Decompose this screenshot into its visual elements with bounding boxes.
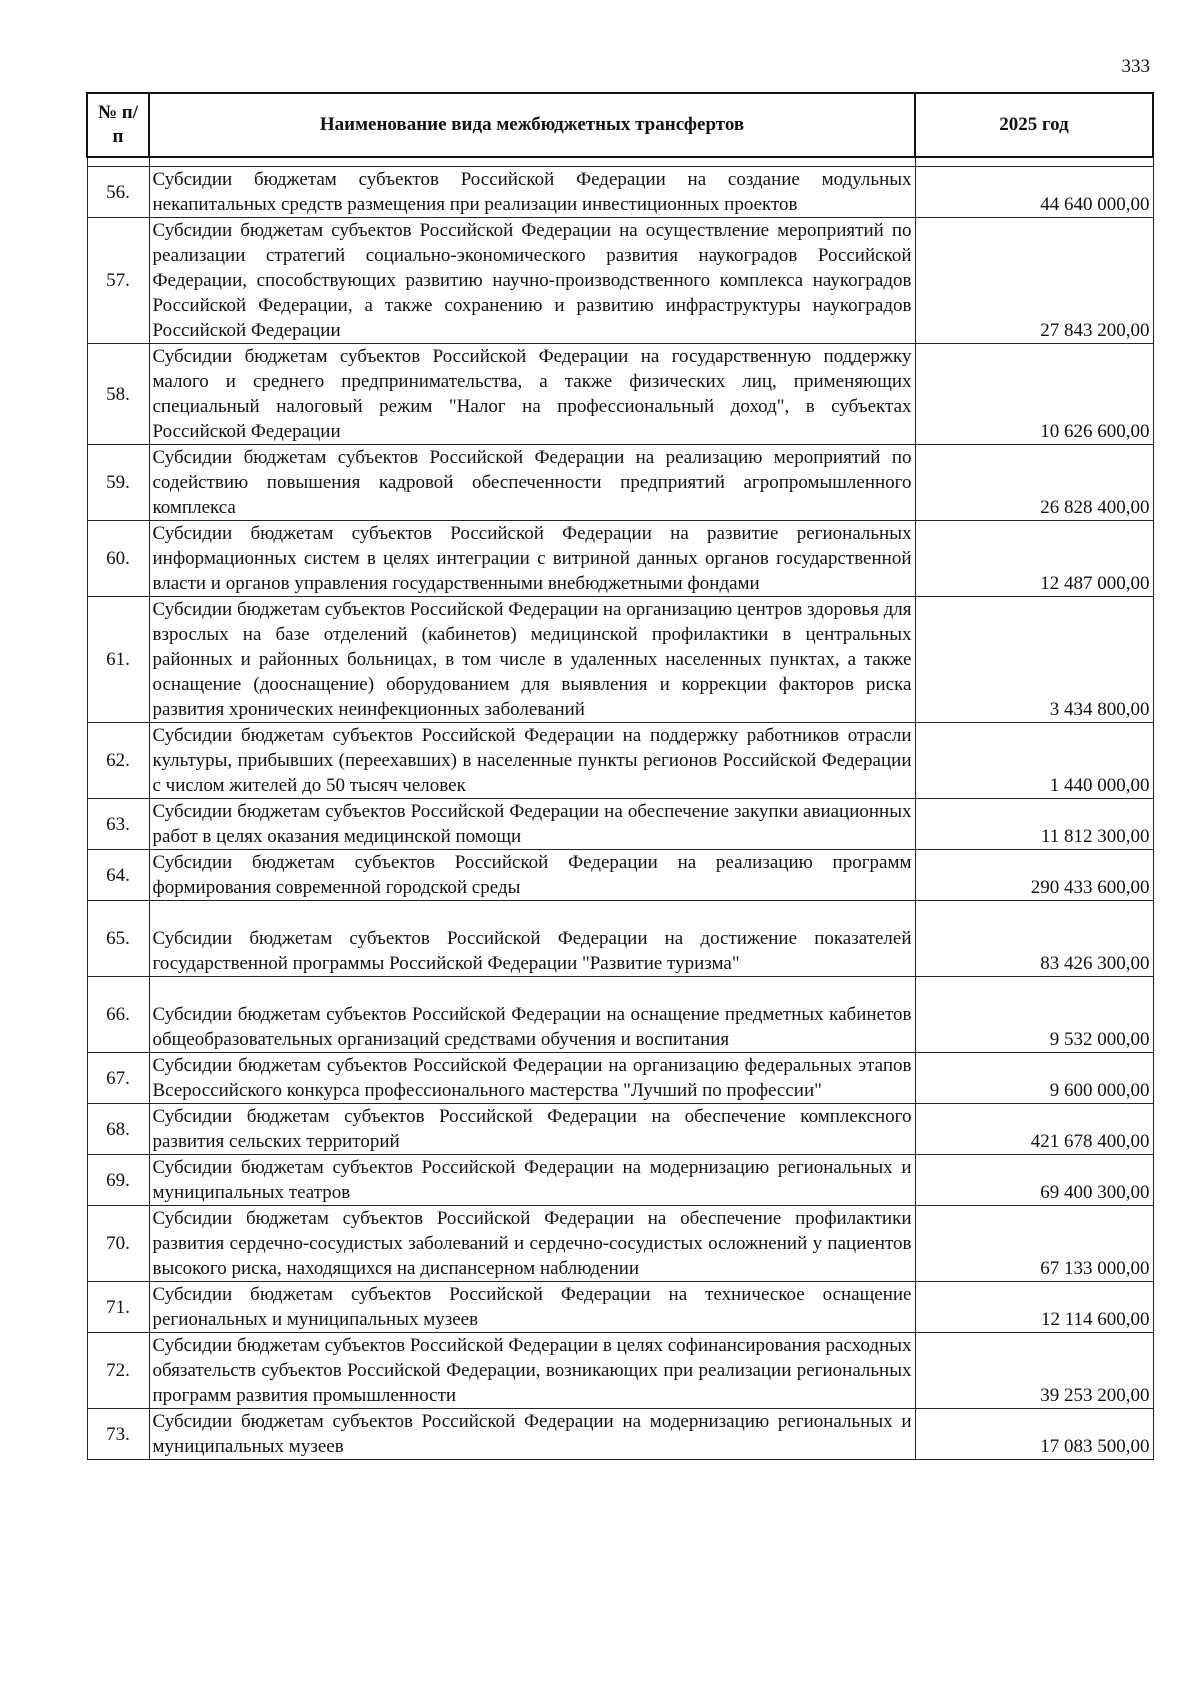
row-amount: 39 253 200,00 — [915, 1333, 1153, 1409]
table-header-row — [87, 93, 1153, 157]
row-amount: 69 400 300,00 — [915, 1155, 1153, 1206]
row-amount: 12 114 600,00 — [915, 1282, 1153, 1333]
table-row — [87, 521, 1153, 597]
row-name: Субсидии бюджетам субъектов Российской Федерации в целях софинансирования расходных обязательств субъектов Российской Федерации, возникающих при реализации региональных программ развития промышленности — [149, 1333, 915, 1409]
row-number: 65. — [87, 901, 149, 977]
row-amount: 26 828 400,00 — [915, 445, 1153, 521]
row-number: 63. — [87, 799, 149, 850]
row-amount: 421 678 400,00 — [915, 1104, 1153, 1155]
header-name: Наименование вида межбюджетных трансфертов — [149, 93, 915, 157]
row-number: 58. — [87, 344, 149, 445]
row-name: Субсидии бюджетам субъектов Российской Федерации на развитие региональных информационных систем в целях интеграции с витриной данных органов государственной власти и органов управления государственными внебюджетными фондами — [149, 521, 915, 597]
table-row — [87, 445, 1153, 521]
table-row — [87, 723, 1153, 799]
row-name: Субсидии бюджетам субъектов Российской Федерации на осуществление мероприятий по реализации стратегий социально-экономического развития наукоградов Российской Федерации, способствующих развитию научно-производственного комплекса наукоградов Российской Федерации, а также сохранению и развитию инфраструктуры наукоградов Российской Федерации — [149, 218, 915, 344]
row-name: Субсидии бюджетам субъектов Российской Федерации на организацию центров здоровья для взрослых на базе отделений (кабинетов) медицинской профилактики в центральных районных и районных больницах, в том числе в удаленных населенных пунктах, а также оснащение (дооснащение) оборудованием для выявления и коррекции факторов риска развития хронических неинфекционных заболеваний — [149, 597, 915, 723]
row-name: Субсидии бюджетам субъектов Российской Федерации на оснащение предметных кабинетов общеобразовательных организаций средствами обучения и воспитания — [149, 977, 915, 1053]
table-row — [87, 1104, 1153, 1155]
table-row — [87, 1409, 1153, 1460]
row-amount: 3 434 800,00 — [915, 597, 1153, 723]
table-row — [87, 1333, 1153, 1409]
header-gap — [87, 157, 1153, 167]
row-name: Субсидии бюджетам субъектов Российской Федерации на модернизацию региональных и муниципальных музеев — [149, 1409, 915, 1460]
table-row — [87, 597, 1153, 723]
row-amount: 290 433 600,00 — [915, 850, 1153, 901]
row-amount: 44 640 000,00 — [915, 167, 1153, 218]
row-name: Субсидии бюджетам субъектов Российской Федерации на реализацию мероприятий по содействию повышения кадровой обеспеченности предприятий агропромышленного комплекса — [149, 445, 915, 521]
row-number: 67. — [87, 1053, 149, 1104]
row-amount: 67 133 000,00 — [915, 1206, 1153, 1282]
table-row — [87, 167, 1153, 218]
row-amount: 12 487 000,00 — [915, 521, 1153, 597]
row-number: 60. — [87, 521, 149, 597]
row-number: 71. — [87, 1282, 149, 1333]
row-amount: 27 843 200,00 — [915, 218, 1153, 344]
table-row — [87, 1053, 1153, 1104]
row-name: Субсидии бюджетам субъектов Российской Федерации на государственную поддержку малого и среднего предпринимательства, а также физических лиц, применяющих специальный налоговый режим "Налог на профессиональный доход", в субъектах Российской Федерации — [149, 344, 915, 445]
table-row — [87, 901, 1153, 977]
row-number: 56. — [87, 167, 149, 218]
row-number: 62. — [87, 723, 149, 799]
row-amount: 9 532 000,00 — [915, 977, 1153, 1053]
row-name: Субсидии бюджетам субъектов Российской Федерации на реализацию программ формирования современной городской среды — [149, 850, 915, 901]
row-name: Субсидии бюджетам субъектов Российской Федерации на техническое оснащение региональных и муниципальных музеев — [149, 1282, 915, 1333]
row-number: 70. — [87, 1206, 149, 1282]
table-row — [87, 1155, 1153, 1206]
row-number: 59. — [87, 445, 149, 521]
row-number: 73. — [87, 1409, 149, 1460]
row-name: Субсидии бюджетам субъектов Российской Федерации на обеспечение профилактики развития сердечно-сосудистых заболеваний и сердечно-сосудистых осложнений у пациентов высокого риска, находящихся на диспансерном наблюдении — [149, 1206, 915, 1282]
header-amount: 2025 год — [915, 93, 1153, 157]
row-number: 68. — [87, 1104, 149, 1155]
table-row — [87, 344, 1153, 445]
row-name: Субсидии бюджетам субъектов Российской Федерации на достижение показателей государственной программы Российской Федерации "Развитие туризма" — [149, 901, 915, 977]
row-amount: 10 626 600,00 — [915, 344, 1153, 445]
table-row — [87, 977, 1153, 1053]
row-amount: 17 083 500,00 — [915, 1409, 1153, 1460]
row-number: 66. — [87, 977, 149, 1053]
row-amount: 83 426 300,00 — [915, 901, 1153, 977]
header-number: № п/п — [87, 93, 149, 157]
page-number: 333 — [1121, 56, 1150, 77]
row-name: Субсидии бюджетам субъектов Российской Федерации на создание модульных некапитальных средств размещения при реализации инвестиционных проектов — [149, 167, 915, 218]
row-name: Субсидии бюджетам субъектов Российской Федерации на обеспечение закупки авиационных работ в целях оказания медицинской помощи — [149, 799, 915, 850]
table-row — [87, 799, 1153, 850]
table-row — [87, 1282, 1153, 1333]
row-name: Субсидии бюджетам субъектов Российской Федерации на обеспечение комплексного развития сельских территорий — [149, 1104, 915, 1155]
row-number: 61. — [87, 597, 149, 723]
row-amount: 1 440 000,00 — [915, 723, 1153, 799]
row-number: 72. — [87, 1333, 149, 1409]
row-number: 69. — [87, 1155, 149, 1206]
row-amount: 9 600 000,00 — [915, 1053, 1153, 1104]
transfers-table — [86, 92, 1154, 1460]
row-amount: 11 812 300,00 — [915, 799, 1153, 850]
table-row — [87, 1206, 1153, 1282]
row-number: 64. — [87, 850, 149, 901]
row-name: Субсидии бюджетам субъектов Российской Федерации на организацию федеральных этапов Всероссийского конкурса профессионального мастерства "Лучший по профессии" — [149, 1053, 915, 1104]
table-row — [87, 218, 1153, 344]
row-name: Субсидии бюджетам субъектов Российской Федерации на поддержку работников отрасли культуры, прибывших (переехавших) в населенные пункты регионов Российской Федерации с числом жителей до 50 тысяч человек — [149, 723, 915, 799]
row-number: 57. — [87, 218, 149, 344]
row-name: Субсидии бюджетам субъектов Российской Федерации на модернизацию региональных и муниципальных театров — [149, 1155, 915, 1206]
table-row — [87, 850, 1153, 901]
